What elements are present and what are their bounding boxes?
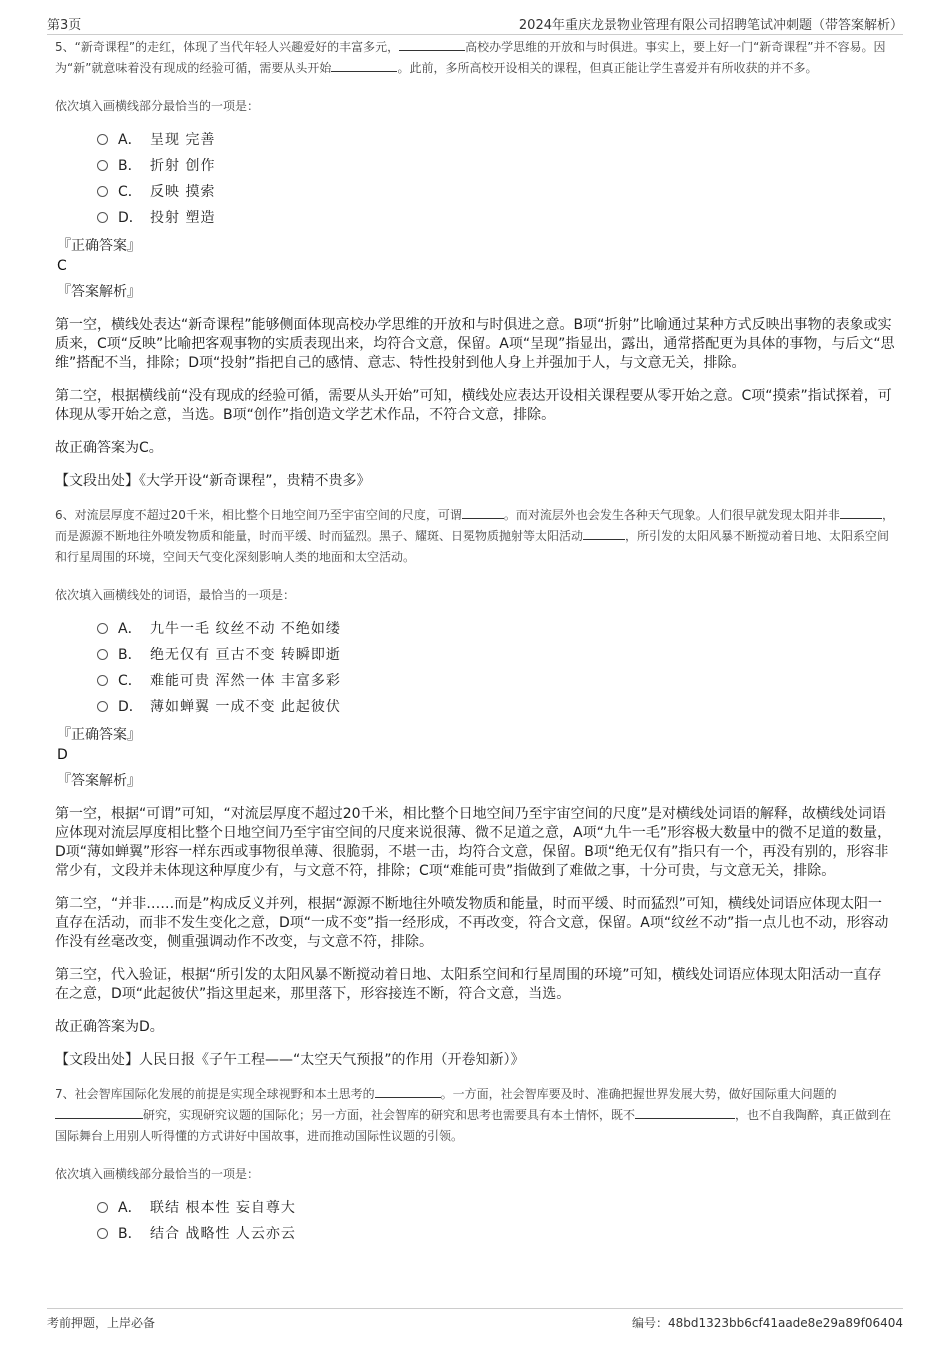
analysis-conclusion: 故正确答案为C。 [55, 440, 163, 456]
analysis-label: 『答案解析』 [57, 773, 141, 789]
fill-blank [375, 1085, 441, 1098]
answer-value: C [57, 258, 67, 274]
radio-icon[interactable] [97, 623, 108, 634]
document-code: 编号：48bd1323bb6cf41aade8e29a89f06404 [631, 1315, 903, 1330]
fill-blank [462, 506, 504, 519]
option-c[interactable]: C． 反映 摸索 [97, 178, 895, 204]
fill-blank [399, 38, 465, 51]
option-a[interactable]: A． 联结 根本性 妄自尊大 [97, 1194, 895, 1220]
document-body [55, 37, 895, 1246]
question-prompt: 依次填入画横线部分最恰当的一项是： [55, 99, 260, 113]
options-list [97, 615, 895, 719]
analysis-paragraph: 第一空，根据“可谓”可知，“对流层厚度不超过20千米，相比整个日地空间乃至宇宙空间的尺度”是对横线处词语的解释，故横线处词语应体现对流层厚度相比整个日地空间乃至宇宙空间的尺度来说很薄、微不足道之意，A项“九牛一毛”形容极大数量中的微不足道的数量，D项“薄如蝉翼”形容一样东西或事物很单薄、很脆弱，不堪一击，均符合文意，保留。B项“绝无仅有”指只有一个，再没有别的，形容非常少有，文段并未体现这种厚度少有，与文意不符，排除；C项“难能可贵”指做到了难做之事，十分可贵，与文意无关，排除。 [55, 806, 892, 879]
answer-value: D [57, 747, 68, 763]
analysis-paragraph: 第一空，横线处表达“新奇课程”能够侧面体现高校办学思维的开放和与时俱进之意。B项“折射”比喻通过某种方式反映出事物的表象或实质来，C项“反映”比喻把客观事物的实质表现出来，均符合文意，保留。A项“呈现”指显出，露出，通常搭配更为具体的事物，与后文“思维”搭配不当，排除；D项“投射”指把自己的感情、意志、特性投射到他人身上并强加于人，与文意无关，排除。 [55, 317, 895, 371]
option-b[interactable]: B． 绝无仅有 亘古不变 转瞬即逝 [97, 641, 895, 667]
option-c[interactable]: C． 难能可贵 浑然一体 丰富多彩 [97, 667, 895, 693]
fill-blank [840, 506, 882, 519]
source-citation: 【文段出处】《大学开设“新奇课程”，贵精不贵多》 [55, 473, 371, 489]
question-5 [55, 37, 895, 491]
radio-icon[interactable] [97, 649, 108, 660]
analysis-paragraph: 第二空，“并非……而是”构成反义并列，根据“源源不断地往外喷发物质和能量，时而平缓、时而猛烈”可知，横线处词语应体现太阳一直存在活动，而非不发生变化之意，D项“一成不变”指一经形成，不再改变，符合文意，保留。A项“纹丝不动”指一点儿也不动，形容动作没有丝毫改变，侧重强调动作不改变，与文意不符，排除。 [55, 896, 889, 950]
option-d[interactable]: D． 薄如蝉翼 一成不变 此起彼伏 [97, 693, 895, 719]
footer-slogan: 考前押题，上岸必备 [47, 1315, 156, 1330]
question-6 [55, 505, 895, 1070]
analysis-label: 『答案解析』 [57, 284, 141, 300]
radio-icon[interactable] [97, 701, 108, 712]
fill-blank [55, 1106, 143, 1119]
document-title: 2024年重庆龙景物业管理有限公司招聘笔试冲刺题（带答案解析） [518, 17, 903, 33]
radio-icon[interactable] [97, 1202, 108, 1213]
question-prompt: 依次填入画横线部分最恰当的一项是： [55, 1167, 260, 1181]
option-a[interactable]: A． 九牛一毛 纹丝不动 不绝如缕 [97, 615, 895, 641]
analysis-paragraph: 第三空，代入验证，根据“所引发的太阳风暴不断搅动着日地、太阳系空间和行星周围的环境”可知，横线处词语应体现太阳活动一直存在之意，D项“此起彼伏”指这里起来，那里落下，形容接连不断，符合文意，当选。 [55, 967, 882, 1002]
answer-label: 『正确答案』 [57, 727, 141, 743]
options-list [97, 1194, 895, 1246]
answer-label: 『正确答案』 [57, 238, 141, 254]
question-7-stem: 7、社会智库国际化发展的前提是实现全球视野和本土思考的 。一方面，社会智库要及时、准确把握世界发展大势，做好国际重大问题的研究，实现研究议题的国际化；另一方面，社会智库的研究和思考也需要具有本土情怀，既不 ，也不自我陶醉，真正做到在国际舞台上用别人听得懂的方式讲好中国故事，进而推动国际性议题的引领。 [55, 1087, 892, 1143]
fill-blank [331, 59, 397, 72]
radio-icon[interactable] [97, 160, 108, 171]
page-header [47, 12, 903, 35]
analysis-paragraph: 第二空，根据横线前“没有现成的经验可循，需要从头开始”可知，横线处应表达开设相关课程要从零开始之意。C项“摸索”指试探着，可体现从零开始之意，当选。B项“创作”指创造文学艺术作品，不符合文意，排除。 [55, 388, 892, 423]
radio-icon[interactable] [97, 675, 108, 686]
analysis-conclusion: 故正确答案为D。 [55, 1019, 164, 1035]
options-list [97, 126, 895, 230]
question-5-stem: 5、“新奇课程”的走红，体现了当代年轻人兴趣爱好的丰富多元， 高校办学思维的开放和与时俱进。事实上，要上好一门“新奇课程”并不容易。因为“新”就意味着没有现成的经验可循，需要从头开始 。此前，多所高校开设相关的课程，但真正能让学生喜爱并有所收获的并不多。 [55, 40, 886, 75]
question-6-stem: 6、对流层厚度不超过20千米，相比整个日地空间乃至宇宙空间的尺度，可谓 。而对流层外也会发生各种天气现象。人们很早就发现太阳并非 ，而是源源不断地往外喷发物质和能量，时而平缓、时而猛烈。黑子、耀斑、日冕物质抛射等太阳活动 ，所引发的太阳风暴不断搅动着日地、太阳系空间和行星周围的环境，空间天气变化深刻影响人类的地面和太空活动。 [55, 508, 894, 564]
fill-blank [583, 527, 625, 540]
fill-blank [635, 1106, 735, 1119]
source-citation: 【文段出处】人民日报《子午工程——“太空天气预报”的作用（开卷知新）》 [55, 1052, 525, 1068]
page-number: 第3页 [47, 17, 82, 33]
radio-icon[interactable] [97, 134, 108, 145]
option-a[interactable]: A． 呈现 完善 [97, 126, 895, 152]
question-prompt: 依次填入画横线处的词语，最恰当的一项是： [55, 588, 296, 602]
radio-icon[interactable] [97, 186, 108, 197]
page-footer [47, 1308, 903, 1335]
option-b[interactable]: B． 结合 战略性 人云亦云 [97, 1220, 895, 1246]
option-b[interactable]: B． 折射 创作 [97, 152, 895, 178]
question-7 [55, 1084, 895, 1246]
option-d[interactable]: D． 投射 塑造 [97, 204, 895, 230]
radio-icon[interactable] [97, 1228, 108, 1239]
radio-icon[interactable] [97, 212, 108, 223]
